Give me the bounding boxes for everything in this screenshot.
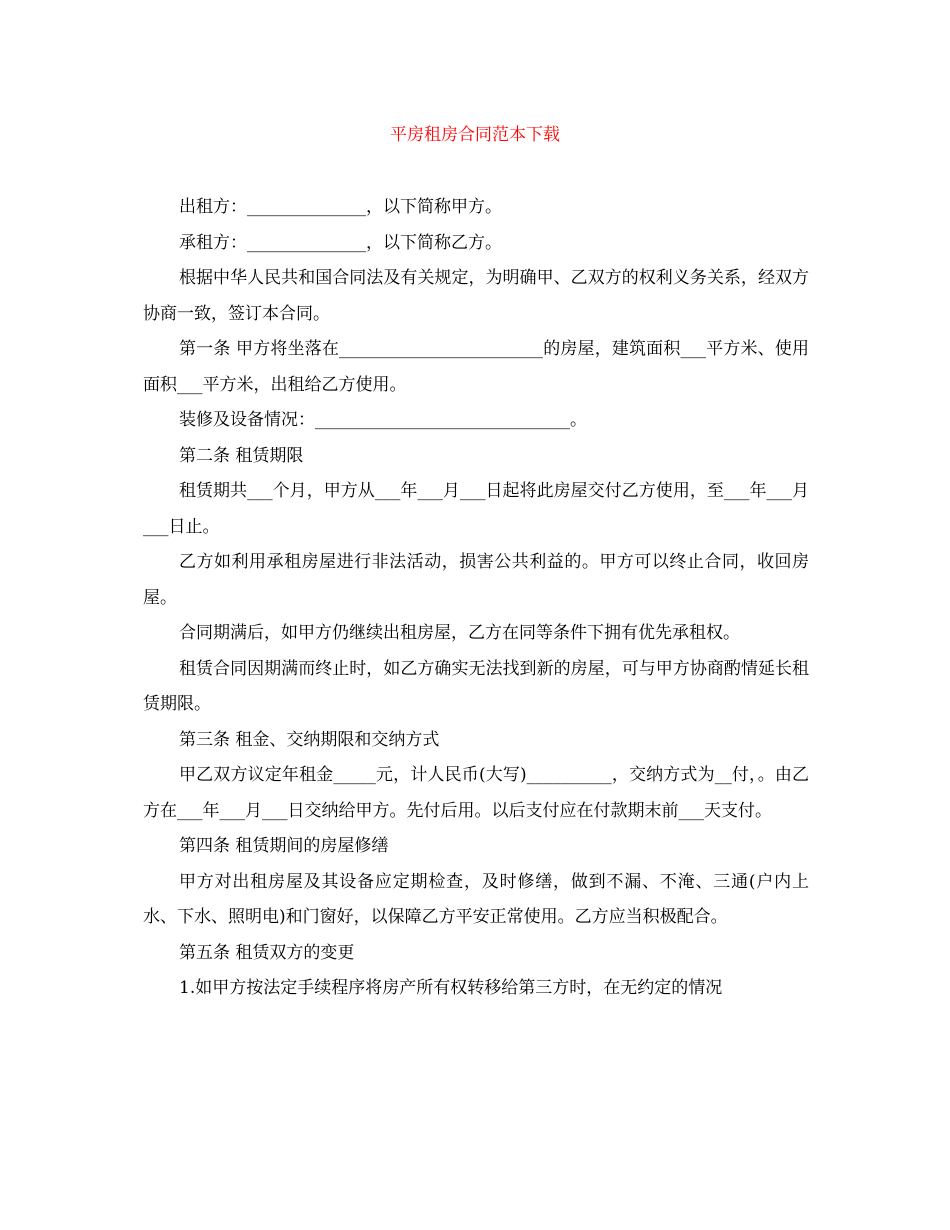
paragraph-rent-payment: 甲乙双方议定年租金_____元，计人民币(大写)__________，交纳方式为__付，。由乙方在___年___月___日交纳给甲方。先付后用。以后支付应在付款期末前___天支付。 xyxy=(143,765,809,821)
document-body xyxy=(143,190,809,1007)
heading-article-5: 第五条 租赁双方的变更 xyxy=(179,942,355,963)
paragraph-article-1: 第一条 甲方将坐落在________________________的房屋，建筑面积___平方米、使用面积___平方米，出租给乙方使用。 xyxy=(143,339,809,395)
paragraph-lease-term: 租赁期共___个月，甲方从___年___月___日起将此房屋交付乙方使用，至___年___月___日止。 xyxy=(143,481,809,537)
paragraph-ownership-transfer: 1.如甲方按法定手续程序将房产所有权转移给第三方时，在无约定的情况 xyxy=(179,978,723,998)
heading-article-4: 第四条 租赁期间的房屋修缮 xyxy=(179,836,389,856)
document-title: 平房租房合同范本下载 xyxy=(390,125,560,145)
paragraph-illegal-use: 乙方如利用承租房屋进行非法活动，损害公共利益的。甲方可以终止合同，收回房屋。 xyxy=(143,552,809,608)
paragraph-repairs: 甲方对出租房屋及其设备应定期检查，及时修缮，做到不漏、不淹、三通(户内上水、下水、照明电)和门窗好，以保障乙方平安正常使用。乙方应当积极配合。 xyxy=(143,871,809,927)
paragraph-decoration: 装修及设备情况：______________________________。 xyxy=(179,410,587,430)
heading-article-2: 第二条 租赁期限 xyxy=(179,445,304,466)
paragraph-lessee: 承租方：______________，以下简称乙方。 xyxy=(179,232,502,253)
paragraph-preamble: 根据中华人民共和国合同法及有关规定，为明确甲、乙双方的权利义务关系，经双方协商一致，签订本合同。 xyxy=(143,268,809,324)
paragraph-extension: 租赁合同因期满而终止时，如乙方确实无法找到新的房屋，可与甲方协商酌情延长租赁期限。 xyxy=(143,658,809,714)
paragraph-renewal-priority: 合同期满后，如甲方仍继续出租房屋，乙方在同等条件下拥有优先承租权。 xyxy=(179,623,740,643)
heading-article-3: 第三条 租金、交纳期限和交纳方式 xyxy=(179,729,440,750)
paragraph-lessor: 出租方：______________，以下简称甲方。 xyxy=(179,197,502,217)
